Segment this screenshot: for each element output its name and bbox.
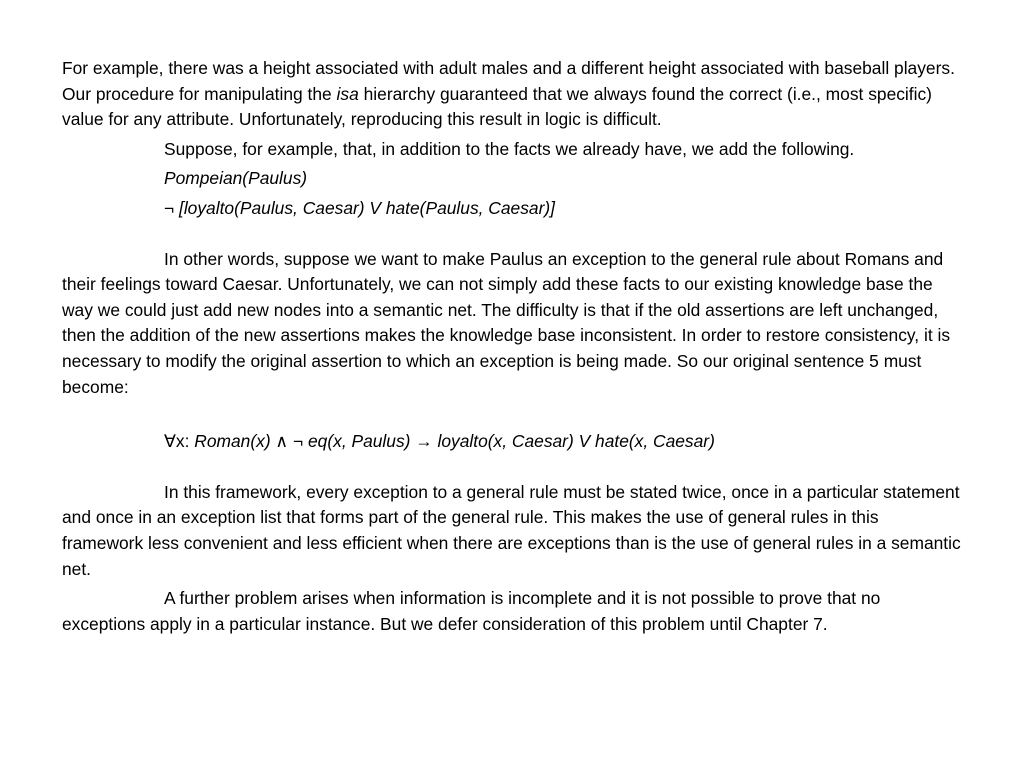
paragraph-suppose: Suppose, for example, that, in addition to the facts we already have, we add the following. (164, 138, 855, 159)
paragraph-intro-text-2: hierarchy guaranteed that we always found the correct (i.e., most specific) value for any attribute. Unfortunately, reproducing this result in logic is difficult. (62, 83, 932, 130)
formula-body: Roman(x) ∧ ¬ eq(x, Paulus) → loyalto(x, Caesar) V hate(x, Caesar) (194, 431, 715, 452)
fact-negation (62, 196, 962, 222)
fact-negation-text: ¬ [loyalto(Paulus, Caesar) V hate(Paulus, Caesar)] (164, 197, 555, 218)
paragraph-intro (62, 56, 962, 133)
formula-quantifier: ∀x: (164, 431, 195, 452)
fact-pompeian (62, 166, 962, 192)
paragraph-framework: In this framework, every exception to a general rule must be stated twice, once in a particular statement and once in an exception list that forms part of the general rule. This makes the use of general rules in this framework less convenient and less efficient when there are exceptions than is the use of general rules in a semantic net. (62, 481, 961, 579)
paragraph-exception: In other words, suppose we want to make Paulus an exception to the general rule about Romans and their feelings toward Caesar. Unfortunately, we can not simply add these facts to our existing knowledge base the way we could just add new nodes into a semantic net. The difficulty is that if the old assertions are left unchanged, then the addition of the new assertions makes the knowledge base inconsistent. In order to restore consistency, it is necessary to modify the original assertion to which an exception is being made. So our original sentence 5 must become: (62, 248, 951, 397)
spacer (62, 400, 962, 425)
slide-body (62, 56, 962, 637)
spacer (62, 222, 962, 247)
isa-term: isa (336, 83, 359, 104)
spacer (62, 455, 962, 480)
formula-sentence-5 (62, 429, 962, 455)
fact-pompeian-text: Pompeian(Paulus) (164, 168, 308, 189)
paragraph-further-problem: A further problem arises when information is incomplete and it is not possible to prove that no exceptions apply in a particular instance. But we defer consideration of this problem until Chapter 7. (62, 588, 881, 634)
paragraph-intro-text-1: For example, there was a height associated with adult males and a different height associated with baseball players. Our procedure for manipulating the (62, 58, 955, 104)
